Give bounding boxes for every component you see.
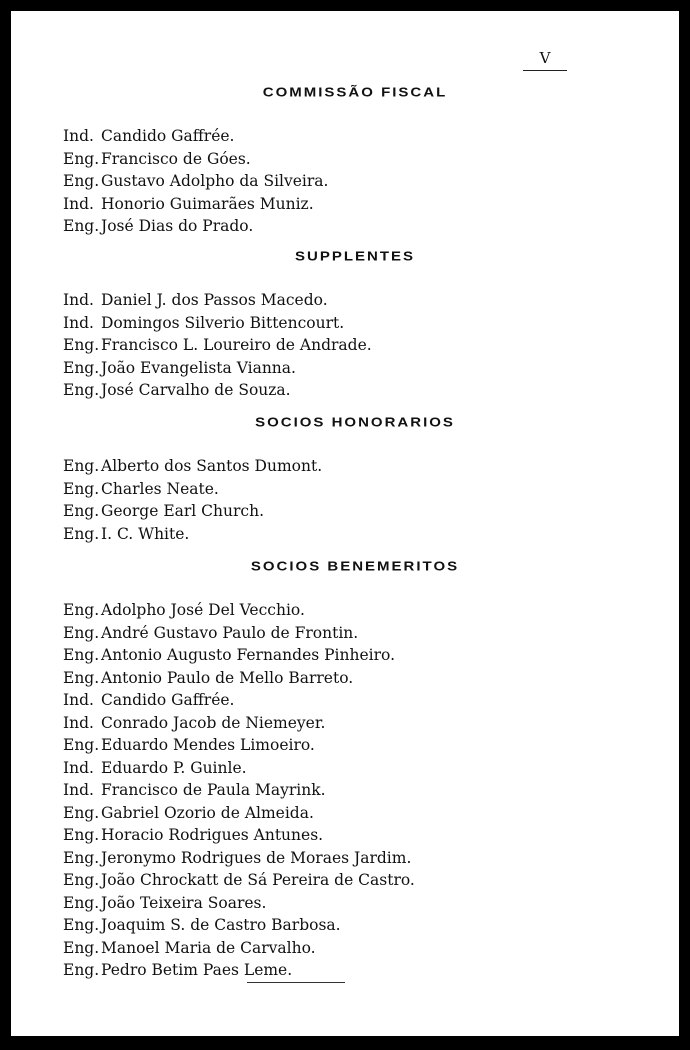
page-number: V [523,49,567,71]
member-entry [63,689,679,712]
member-entry [63,869,679,892]
member-entry [63,734,679,757]
member-title: Ind. [63,313,94,332]
member-entry [63,523,679,546]
member-title: Ind. [63,291,94,309]
member-title: Eng. [63,871,100,889]
member-entry [63,599,679,622]
section-commissao-fiscal [11,81,679,238]
member-entry [63,892,679,915]
member-name: Daniel J. dos Passos Macedo. [101,291,328,309]
member-entry [63,914,679,937]
member-name: Conrado Jacob de Niemeyer. [101,713,326,732]
member-title: Ind. [63,691,94,709]
member-name: Eduardo Mendes Limoeiro. [101,736,315,754]
member-title: Eng. [63,623,100,642]
member-name: Candido Gaffrée. [101,127,235,145]
member-title: Eng. [63,502,100,520]
member-title: Ind. [63,713,94,732]
member-name: Gabriel Ozorio de Almeida. [101,803,314,822]
member-entry [63,215,679,238]
member-entry [63,455,679,478]
member-entry [63,334,679,357]
member-name: Francisco L. Loureiro de Andrade. [101,336,372,354]
member-title: Eng. [63,803,100,822]
member-entry [63,289,679,312]
member-list [63,125,679,238]
member-entry [63,125,679,148]
member-title: Eng. [63,668,100,687]
member-entry [63,193,679,216]
member-name: Antonio Augusto Fernandes Pinheiro. [101,646,396,664]
member-title: Eng. [63,961,100,979]
member-name: José Carvalho de Souza. [101,381,291,399]
member-entry [63,622,679,645]
member-name: André Gustavo Paulo de Frontin. [101,623,359,642]
member-entry [63,959,679,982]
member-name: João Evangelista Vianna. [101,358,296,377]
member-name: I. C. White. [101,524,190,543]
section-supplentes [11,245,679,402]
member-title: Eng. [63,381,100,399]
document-page [11,11,679,1036]
member-entry [63,824,679,847]
member-entry [63,312,679,335]
member-name: Joaquim S. de Castro Barbosa. [101,916,341,934]
member-entry [63,478,679,501]
member-title: Eng. [63,893,100,912]
member-name: Antonio Paulo de Mello Barreto. [101,668,354,687]
member-entry [63,148,679,171]
member-title: Ind. [63,781,94,799]
member-name: Eduardo P. Guinle. [101,758,247,777]
member-entry [63,847,679,870]
closing-rule [247,982,345,983]
member-title: Eng. [63,457,100,475]
member-name: Francisco de Paula Mayrink. [101,781,326,799]
section-socios-benemeritos [11,555,679,982]
member-entry [63,379,679,402]
member-entry [63,802,679,825]
member-name: Horacio Rodrigues Antunes. [101,826,324,844]
section-title: COMMISSÃO FISCAL [262,85,448,100]
member-title: Eng. [63,601,100,619]
member-title: Eng. [63,826,100,844]
member-name: Jeronymo Rodrigues de Moraes Jardim. [101,848,412,867]
member-name: Honorio Guimarães Muniz. [101,194,314,213]
member-entry [63,170,679,193]
member-name: João Chrockatt de Sá Pereira de Castro. [101,871,415,889]
member-name: Adolpho José Del Vecchio. [101,601,305,619]
member-title: Eng. [63,646,100,664]
member-title: Ind. [63,127,94,145]
member-title: Eng. [63,938,100,957]
member-name: João Teixeira Soares. [101,893,267,912]
member-title: Eng. [63,149,100,168]
member-title: Eng. [63,524,100,543]
member-title: Eng. [63,479,100,498]
section-socios-honorarios [11,411,679,545]
member-name: Charles Neate. [101,479,219,498]
member-title: Eng. [63,217,100,235]
member-title: Ind. [63,758,94,777]
member-name: Alberto dos Santos Dumont. [101,457,323,475]
member-entry [63,500,679,523]
member-name: Pedro Betim Paes Leme. [101,961,293,979]
member-name: Gustavo Adolpho da Silveira. [101,172,329,190]
member-entry [63,937,679,960]
member-entry [63,357,679,380]
member-list [63,599,679,982]
member-list [63,289,679,402]
member-entry [63,779,679,802]
section-title: SOCIOS HONORARIOS [255,415,455,430]
member-name: Domingos Silverio Bittencourt. [101,313,345,332]
section-title: SOCIOS BENEMERITOS [250,559,460,574]
member-entry [63,644,679,667]
member-title: Eng. [63,848,100,867]
member-list [63,455,679,545]
member-name: Candido Gaffrée. [101,691,235,709]
member-name: Manoel Maria de Carvalho. [101,938,316,957]
member-title: Eng. [63,336,100,354]
member-name: Francisco de Góes. [101,149,251,168]
member-title: Ind. [63,194,94,213]
member-entry [63,667,679,690]
member-title: Eng. [63,916,100,934]
member-entry [63,757,679,780]
member-title: Eng. [63,358,100,377]
section-title: SUPPLENTES [294,249,416,264]
member-title: Eng. [63,736,100,754]
member-name: George Earl Church. [101,502,264,520]
member-title: Eng. [63,172,100,190]
member-name: José Dias do Prado. [101,217,254,235]
member-entry [63,712,679,735]
